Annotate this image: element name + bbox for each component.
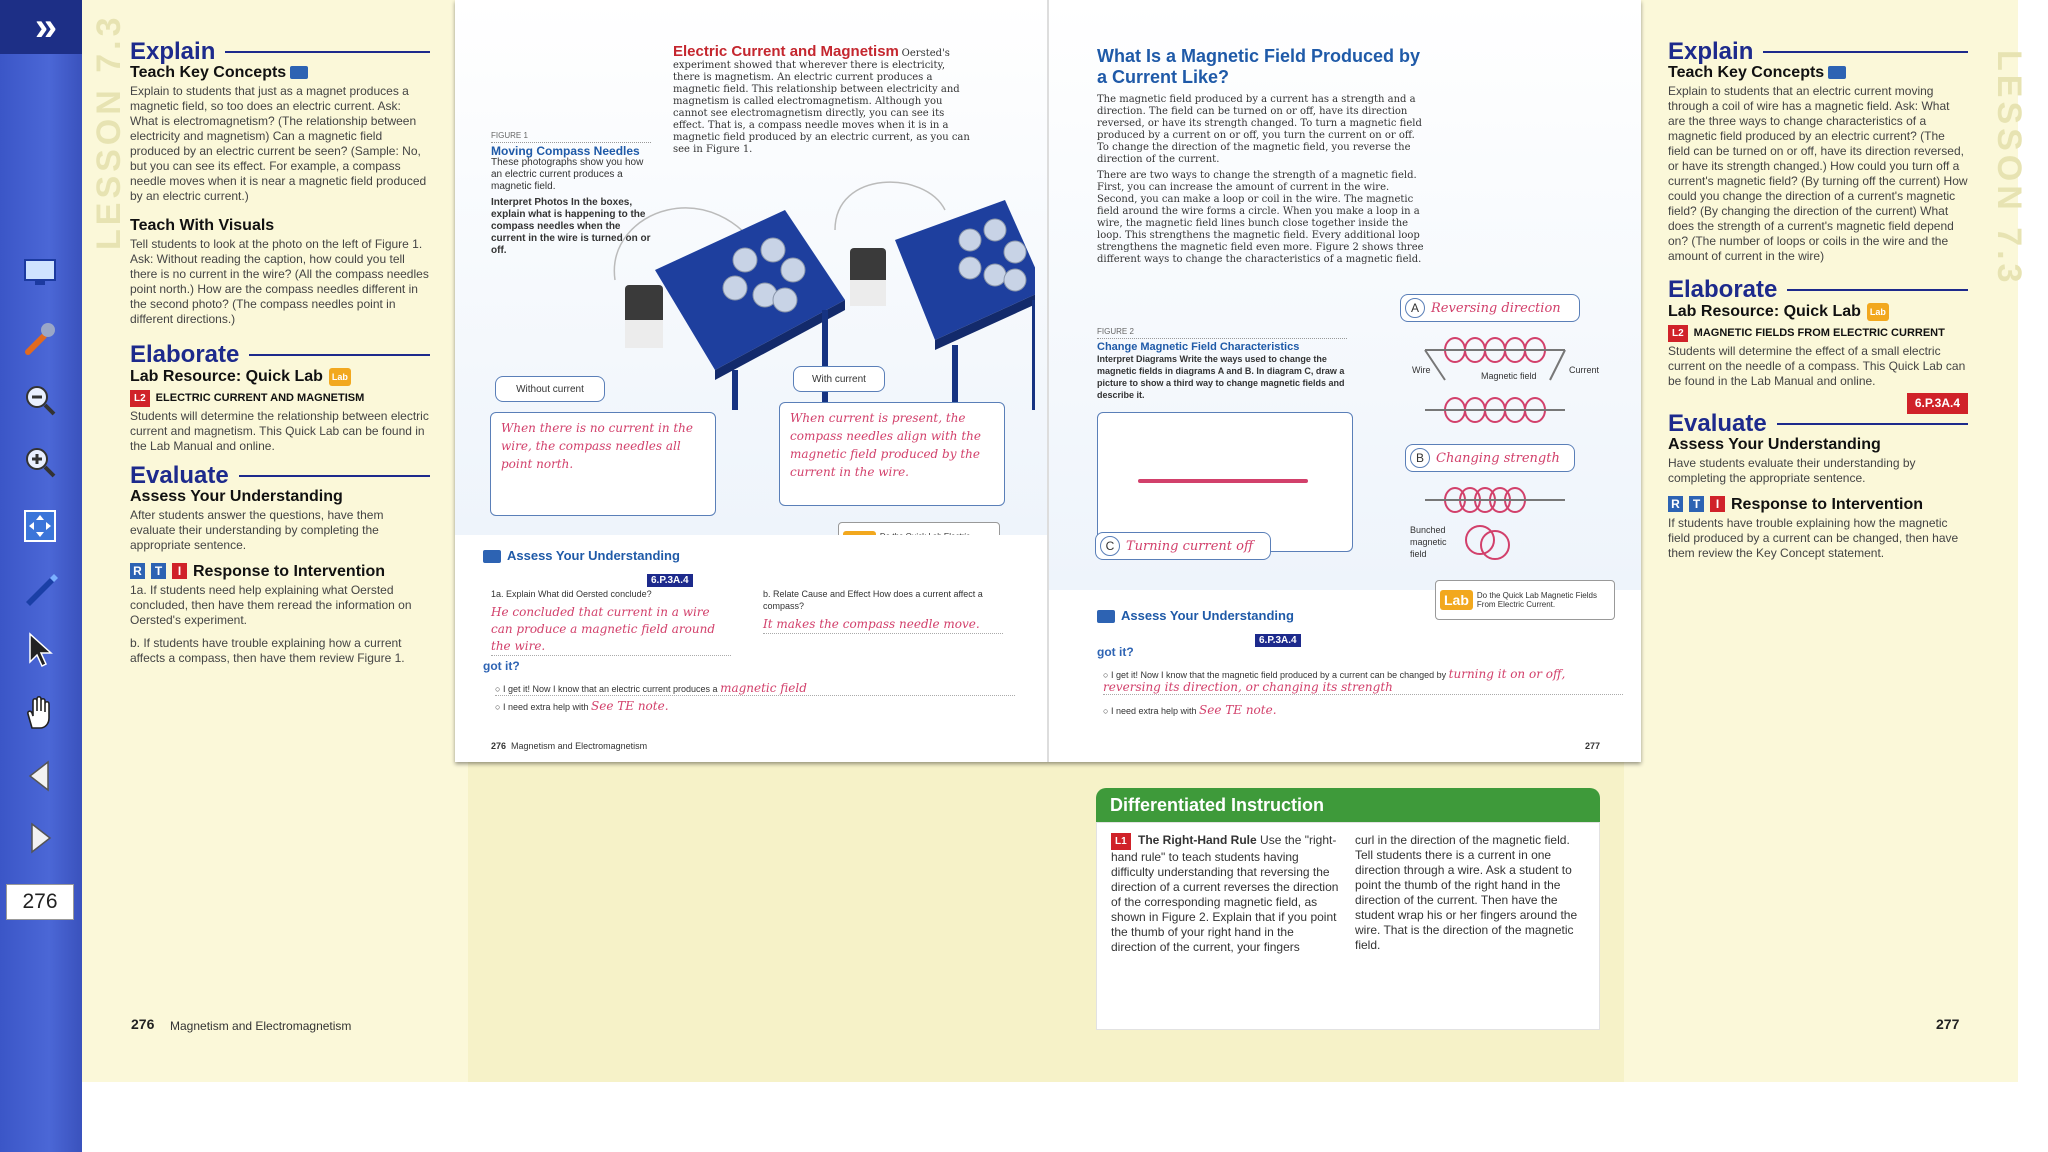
drawn-wire-line	[1138, 479, 1308, 483]
lab-resource-heading-right: Lab Resource: Quick Lab Lab	[1668, 303, 1968, 321]
student-book-spread	[455, 0, 1641, 762]
left-page-number: 276	[131, 1016, 155, 1032]
assess-heading-right: Assess Your Understanding	[1668, 436, 1881, 453]
level-badge-icon: L2	[130, 390, 150, 407]
pointer-icon[interactable]	[18, 628, 62, 672]
lab-name: L2 ELECTRIC CURRENT AND MAGNETISM	[130, 390, 430, 407]
elaborate-paragraph: Students will determine the relationship between electric current and magnetism. This Quick Lab can be found in the Lab Manual and online.	[130, 409, 429, 453]
presentation-icon	[1097, 610, 1115, 623]
standard-badge: 6.P.3A.4	[1668, 393, 1968, 414]
figure1-caption: FIGURE 1 Moving Compass Needles These photographs show you how an electric current produces a magnetic field. Interpret Photos In the boxes, explain what is happening to the compass needles when the current in the wire is turned on or off.	[491, 131, 651, 256]
level-badge-icon: L2	[1668, 325, 1688, 342]
next-page-icon[interactable]	[18, 816, 62, 860]
lab-zone-icon: Lab	[1440, 590, 1473, 610]
right-page-number: 277	[1936, 1016, 1960, 1032]
book-spine	[1047, 0, 1049, 762]
presentation-icon	[290, 66, 308, 79]
explain-heading-right: Explain	[1668, 44, 1968, 59]
without-current-label: Without current	[495, 376, 605, 402]
wire-label: Wire	[1412, 365, 1431, 375]
lesson-label-left: LESSON 7.3	[90, 13, 128, 250]
explain-paragraph-right: Explain to students that an electric current moving through a coil of wire has a magnetic field. Ask: What are the three ways to change characteristics of a magnetic field produced by an electric current? (The field can be turned on or off, have its direction reversed, or have its strength changed.) How could you turn off a current's magnetic field? (By turning off the current) How could you change the direction of a current's magnetic field? (By changing the direction of the current) What does the strength of a current's magnetic field depend on? (The number of loops or coils in the wire and the amount of current in the wire)	[1668, 84, 1968, 263]
explain-paragraph: Explain to students that just as a magnet produces a magnetic field, so too does an electric current. Ask: What is electromagnetism? (The relationship between electricity and magnetism) Can a magnetic field produced by an electric current be seen? (Sample: No, but you can see its effect. For example, a compass needle moves when it is near a magnetic field produced by an electric current.)	[130, 84, 427, 203]
diagram-a-answer[interactable]: A Reversing direction	[1400, 294, 1580, 322]
question-1a: 1a. Explain What did Oersted conclude? He concluded that current in a wire can produce a magnetic field around the wire.	[491, 588, 731, 656]
diagram-c-drawing-box[interactable]	[1097, 412, 1353, 552]
presentation-icon	[483, 550, 501, 563]
wrench-icon[interactable]	[18, 316, 62, 360]
magnetic-field-label: Magnetic field	[1481, 371, 1537, 381]
differentiated-instruction-header: Differentiated Instruction	[1096, 788, 1600, 822]
diagram-c-answer[interactable]: C Turning current off	[1095, 532, 1271, 560]
zoom-in-icon[interactable]	[18, 440, 62, 484]
lab-name-right: L2 MAGNETIC FIELDS FROM ELECTRIC CURRENT	[1668, 325, 1968, 342]
explain-heading: Explain	[130, 44, 430, 59]
with-current-label: With current	[793, 366, 885, 392]
fit-page-icon[interactable]	[18, 504, 62, 548]
reader-toolbar	[0, 0, 82, 1152]
lab-zone-callout-right[interactable]: Lab Do the Quick Lab Magnetic Fields From Electric Current.	[1435, 580, 1615, 620]
standard-badge-left-page: 6.P.3A.4	[647, 570, 693, 588]
pen-icon[interactable]	[18, 566, 62, 610]
elaborate-paragraph-right: Students will determine the effect of a small electric current on the needle of a compass. This Quick Lab can be found in the Lab Manual and online.	[1668, 344, 1966, 388]
elaborate-heading-right: Elaborate	[1668, 282, 1968, 297]
got-it-line-right[interactable]: ○ I get it! Now I know that the magnetic field produced by a current can be changed by turning it on or off, reversing its direction, or changing its strength	[1103, 668, 1623, 695]
di-column-1: L1 The Right-Hand Rule Use the "right-hand rule" to teach students having difficulty understanding that reversing the direction of a current reverses the direction of the corresponding magnetic field, as shown in Figure 2. Explain that if you point the thumb of your right hand in the direction of the current, your fingers	[1111, 833, 1339, 954]
lab-zone-icon: Lab	[1867, 303, 1889, 321]
lesson-label-right: LESSON 7.3	[1990, 50, 2028, 287]
differentiated-instruction-panel	[1096, 822, 1600, 1030]
previous-page-icon[interactable]	[18, 754, 62, 798]
teach-visuals-heading: Teach With Visuals	[130, 217, 275, 234]
left-page-body: Electric Current and Magnetism Oersted's experiment showed that wherever there is electricity, there is magnetism. An electric current produces a magnetic field. This relationship between electricity and magnetism is called electromagnetism. Although you cannot see electromagnetism directly, you can see its effect. That is, a compass needle moves when it is in a magnetic field produced by an electric current, as you can see in Figure 1.	[673, 43, 970, 155]
lab-zone-icon: Lab	[329, 368, 351, 386]
assess-paragraph-right: Have students evaluate their understanding by completing the appropriate sentence.	[1668, 456, 1916, 485]
teach-visuals-paragraph: Tell students to look at the photo on the left of Figure 1. Ask: Without reading the caption, how could you tell there is no current in the wire? (All the compass needles point north.) How are the compass needles different in the second photo? (The compass needles point in different directions.)	[130, 237, 429, 326]
figure2-caption: FIGURE 2 Change Magnetic Field Characteristics Interpret Diagrams Write the ways used to change the magnetic fields in diagrams A and B. In diagram C, draw a picture to show a third way to change magnetic fields and describe it.	[1097, 326, 1347, 401]
got-it-label-left: got it?	[483, 659, 520, 673]
diagram-b-answer[interactable]: B Changing strength	[1405, 444, 1575, 472]
rti-paragraph-right: If students have trouble explaining how the magnetic field produced by a current can be changed, then have them review the Key Concept statement.	[1668, 516, 1959, 560]
need-help-line-left[interactable]: ○ I need extra help with See TE note.	[495, 699, 669, 713]
bunched-field-label: Bunched magnetic field	[1410, 525, 1447, 559]
expand-toolbar-button[interactable]: »	[0, 0, 82, 54]
teach-key-concepts-heading-right: Teach Key Concepts	[1668, 65, 1968, 80]
assess-paragraph: After students answer the questions, have them evaluate their understanding by completing the appropriate sentence.	[130, 508, 384, 552]
evaluate-heading-right: Evaluate	[1668, 416, 1968, 431]
answer-box-without-current[interactable]: When there is no current in the wire, the compass needles all point north.	[490, 412, 716, 516]
assess-heading: Assess Your Understanding	[130, 488, 343, 505]
got-it-line-left[interactable]: ○ I get it! Now I know that an electric current produces a magnetic field	[495, 682, 1015, 696]
answer-box-with-current[interactable]: When current is present, the compass needles align with the magnetic field produced by the current in the wire.	[779, 402, 1005, 506]
need-help-line-right[interactable]: ○ I need extra help with See TE note.	[1103, 703, 1277, 717]
current-label: Current	[1569, 365, 1600, 375]
presentation-icon	[1828, 66, 1846, 79]
rti-heading: R T I Response to Intervention	[130, 563, 430, 579]
zoom-out-icon[interactable]	[18, 378, 62, 422]
evaluate-heading: Evaluate	[130, 468, 430, 483]
di-column-2: curl in the direction of the magnetic field. Tell students there is a current in one direction through a wire. Ask a student to point the thumb of the right hand in the direction of the current. Then have the student wrap his or her fingers around the wire. That is the direction of the magnetic field.	[1355, 833, 1578, 952]
page-number-field[interactable]: 276	[6, 884, 74, 920]
rti-paragraph-a: 1a. If students need help explaining what Oersted concluded, then have them reread the information on Oersted's experiment.	[130, 583, 412, 627]
lab-resource-heading: Lab Resource: Quick Lab Lab	[130, 368, 430, 386]
got-it-label-right: got it?	[1097, 645, 1134, 659]
rti-heading-right: R T I Response to Intervention	[1668, 496, 1968, 512]
standard-badge-right-page: 6.P.3A.4	[1255, 630, 1301, 648]
left-te-column	[130, 38, 430, 674]
elaborate-heading: Elaborate	[130, 347, 430, 362]
monitor-icon[interactable]	[18, 250, 62, 294]
right-te-column	[1668, 38, 1968, 569]
left-page-footer: Magnetism and Electromagnetism	[170, 1019, 352, 1033]
rti-paragraph-b: b. If students have trouble explaining how a current affects a compass, then have them review Figure 1.	[130, 636, 405, 665]
assess-heading-right-page: Assess Your Understanding	[1097, 610, 1294, 623]
teach-key-concepts-heading: Teach Key Concepts	[130, 65, 430, 80]
right-page-body: What Is a Magnetic Field Produced by a Current Like? The magnetic field produced by a current has a strength and a direction. The field can be turned on or off, have its direction reversed, or have its strength changed. To turn a magnetic field produced by a current on or off, you turn the current on or off. To change the direction of the magnetic field, you reverse the direction of the current. There are two ways to change the strength of a magnetic field. First, you can increase the amount of current in the wire. Second, you can make a loop or coil in the wire. The magnetic field around the wire forms a circle. When you make a loop in a wire, the magnetic field lines bunch close together inside the loop. This strengthens the magnetic field. Every additional loop strengthens the magnetic field even more. Figure 2 shows three different ways to change the characteristics of a magnetic field.	[1097, 46, 1424, 265]
left-book-footer: 276 Magnetism and Electromagnetism	[491, 741, 648, 751]
right-book-footer: 277	[1585, 741, 1601, 751]
page-bottom-margin	[82, 1082, 2048, 1152]
assess-heading-left-page: Assess Your Understanding	[483, 550, 680, 563]
hand-icon[interactable]	[18, 690, 62, 734]
question-1b: b. Relate Cause and Effect How does a current affect a compass? It makes the compass needle move.	[763, 588, 1003, 634]
